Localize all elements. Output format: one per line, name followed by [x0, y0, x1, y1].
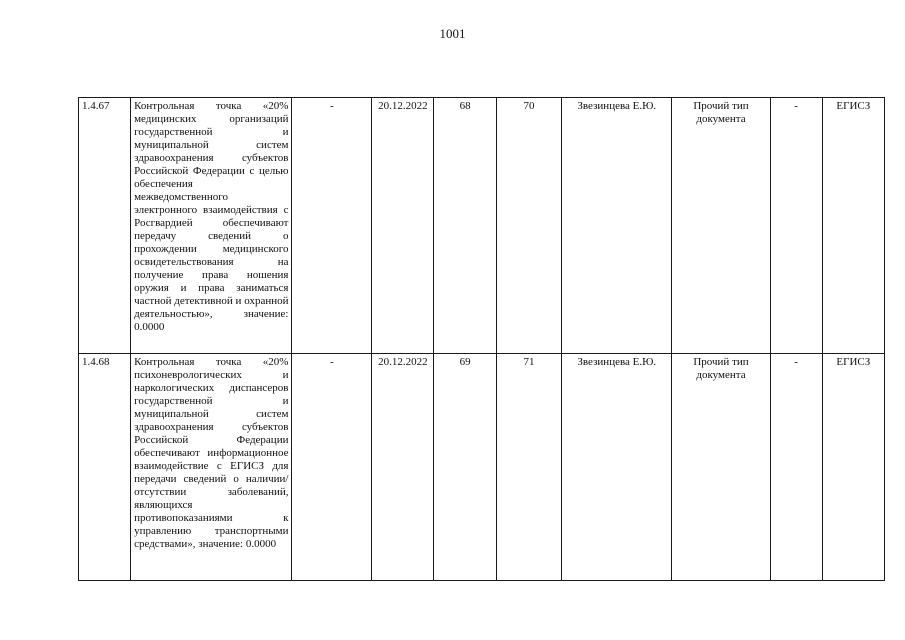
control-points-table [78, 97, 885, 581]
row-doc-type: Прочий тип документа [672, 354, 770, 581]
table-row [79, 98, 885, 354]
row-col9: - [770, 98, 822, 354]
row-col3: - [292, 98, 372, 354]
row-responsible: Звезинцева Е.Ю. [562, 98, 672, 354]
row-n2: 70 [496, 98, 561, 354]
row-description [131, 98, 292, 354]
row-system: ЕГИСЗ [822, 98, 884, 354]
row-date: 20.12.2022 [372, 98, 434, 354]
row-number: 1.4.68 [79, 354, 131, 581]
row-doc-type: Прочий тип документа [672, 98, 770, 354]
description-text: Контрольная точка «20% медицинских организаций государственной и муниципальной систем здравоохранения субъектов Российской Федерации с целью обеспечения межведомственного электронного взаимодействия с Росгвардией обеспечивают передачу сведений о прохождении медицинского освидетельствования на получение права ношения оружия и права заниматься частной детективной и охранной деятельностью», значение: 0.0000 [134, 100, 289, 333]
row-description [131, 354, 292, 581]
row-date: 20.12.2022 [372, 354, 434, 581]
row-n2: 71 [496, 354, 561, 581]
row-number: 1.4.67 [79, 98, 131, 354]
row-col3: - [292, 354, 372, 581]
row-n1: 69 [434, 354, 496, 581]
description-text: Контрольная точка «20% психоневрологических и наркологических диспансеров государственной и муниципальной систем здравоохранения субъектов Российской Федерации обеспечивают информационное взаимодействие с ЕГИСЗ для передачи сведений о наличии/отсутствии заболеваний, являющихся противопоказаниями к управлению транспортными средствами», значение: 0.0000 [134, 356, 289, 550]
table-row [79, 354, 885, 581]
row-responsible: Звезинцева Е.Ю. [562, 354, 672, 581]
row-system: ЕГИСЗ [822, 354, 884, 581]
row-n1: 68 [434, 98, 496, 354]
page-number: 1001 [439, 26, 466, 41]
row-col9: - [770, 354, 822, 581]
